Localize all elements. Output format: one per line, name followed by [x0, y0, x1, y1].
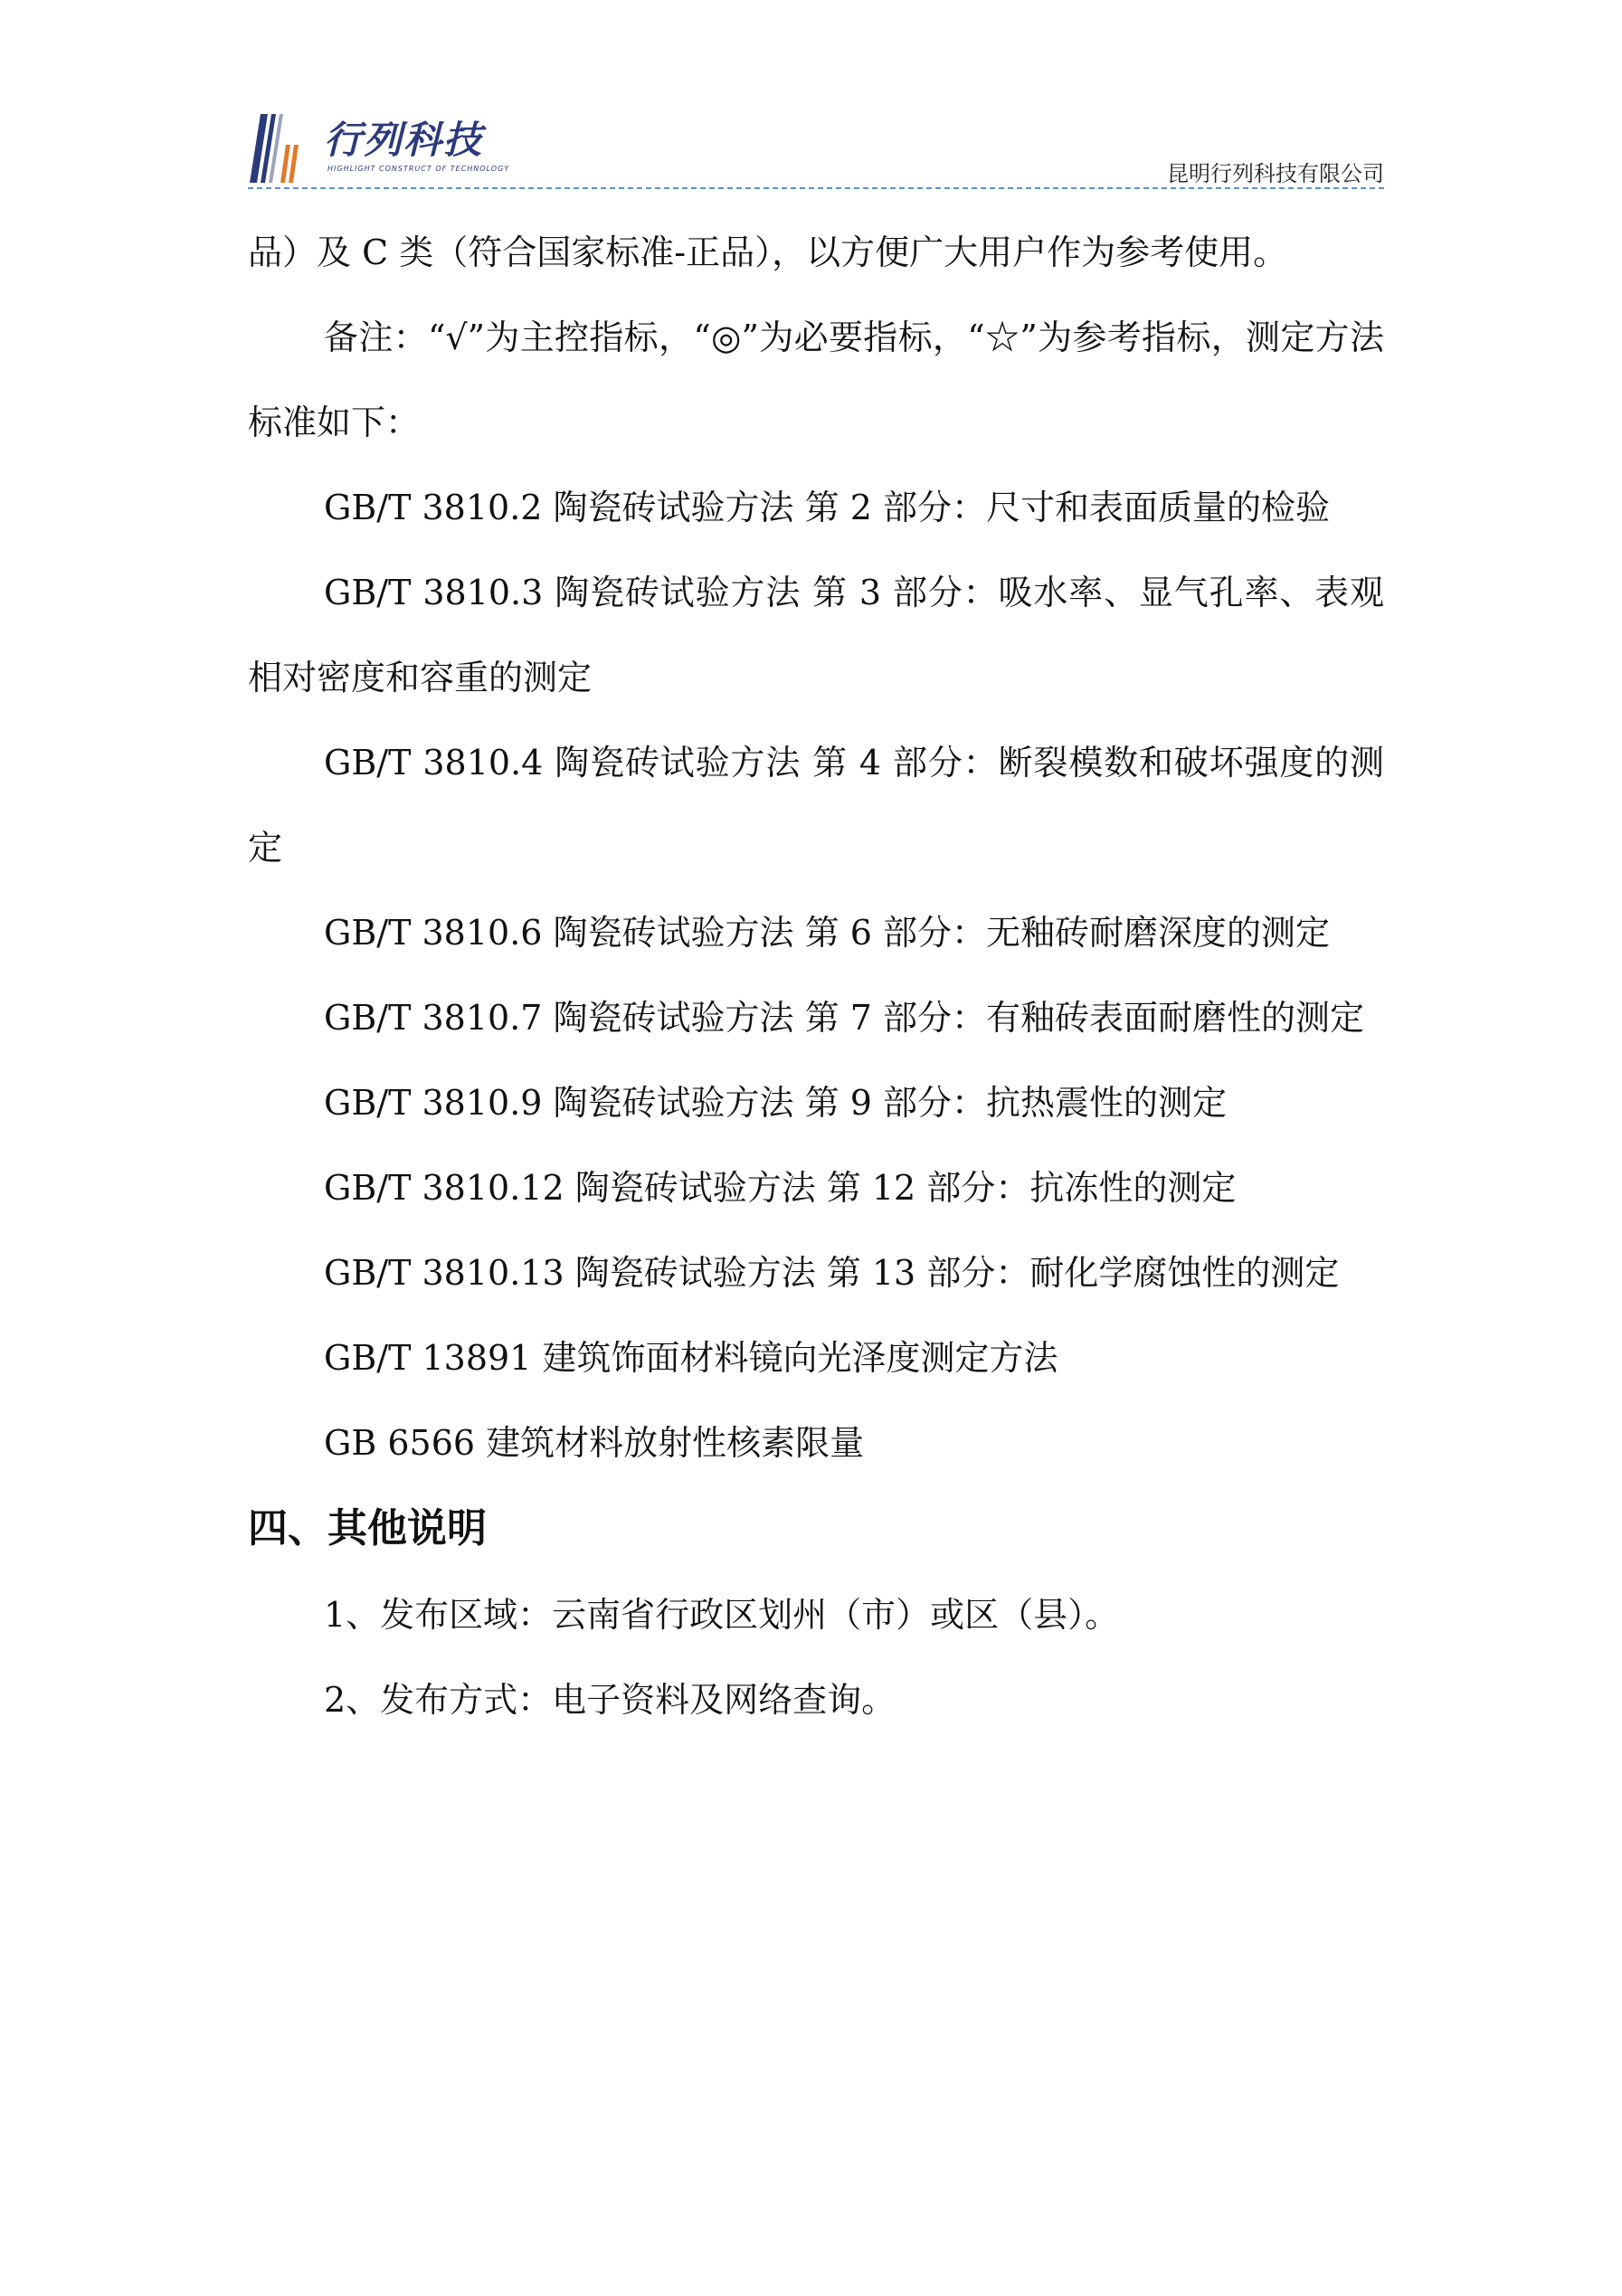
- section-heading: 四、其他说明: [248, 1505, 487, 1551]
- paragraph-note: 备注：“√”为主控指标，“◎”为必要指标，“☆”为参考指标，测定方法标准如下：: [248, 318, 1384, 442]
- company-logo: [248, 109, 555, 186]
- section-item: 2、发布方式：电子资料及网络查询。: [324, 1680, 896, 1720]
- standard-item: GB/T 3810.13 陶瓷砖试验方法 第 13 部分：耐化学腐蚀性的测定: [324, 1253, 1340, 1293]
- standard-item: GB/T 3810.4 陶瓷砖试验方法 第 4 部分：断裂模数和破坏强度的测定: [248, 743, 1384, 868]
- logo-subtitle: HIGHLIGHT CONSTRUCT OF TECHNOLOGY: [327, 165, 510, 173]
- section-item: 1、发布区域：云南省行政区划州（市）或区（县）。: [324, 1595, 1120, 1635]
- logo-stripes-icon: [248, 109, 320, 186]
- document-body: [248, 210, 1384, 1742]
- standard-item: GB/T 3810.7 陶瓷砖试验方法 第 7 部分：有釉砖表面耐磨性的测定: [324, 998, 1364, 1038]
- standard-item: GB/T 3810.9 陶瓷砖试验方法 第 9 部分：抗热震性的测定: [324, 1083, 1227, 1123]
- standard-item: GB/T 3810.6 陶瓷砖试验方法 第 6 部分：无釉砖耐磨深度的测定: [324, 913, 1330, 953]
- company-name: 昆明行列科技有限公司: [1167, 161, 1384, 186]
- standard-item: GB 6566 建筑材料放射性核素限量: [324, 1423, 865, 1463]
- standard-item: GB/T 3810.12 陶瓷砖试验方法 第 12 部分：抗冻性的测定: [324, 1168, 1237, 1208]
- paragraph-continuation: 品）及 C 类（符合国家标准-正品），以方便广大用户作为参考使用。: [248, 232, 1288, 272]
- logo-text: 行列科技: [324, 118, 484, 162]
- page-header: [248, 109, 1384, 186]
- standard-item: GB/T 13891 建筑饰面材料镜向光泽度测定方法: [324, 1338, 1058, 1378]
- standard-item: GB/T 3810.3 陶瓷砖试验方法 第 3 部分：吸水率、显气孔率、表观相对密度和容重的测定: [248, 573, 1384, 697]
- header-divider: [248, 187, 1384, 189]
- standard-item: GB/T 3810.2 陶瓷砖试验方法 第 2 部分：尺寸和表面质量的检验: [324, 488, 1330, 527]
